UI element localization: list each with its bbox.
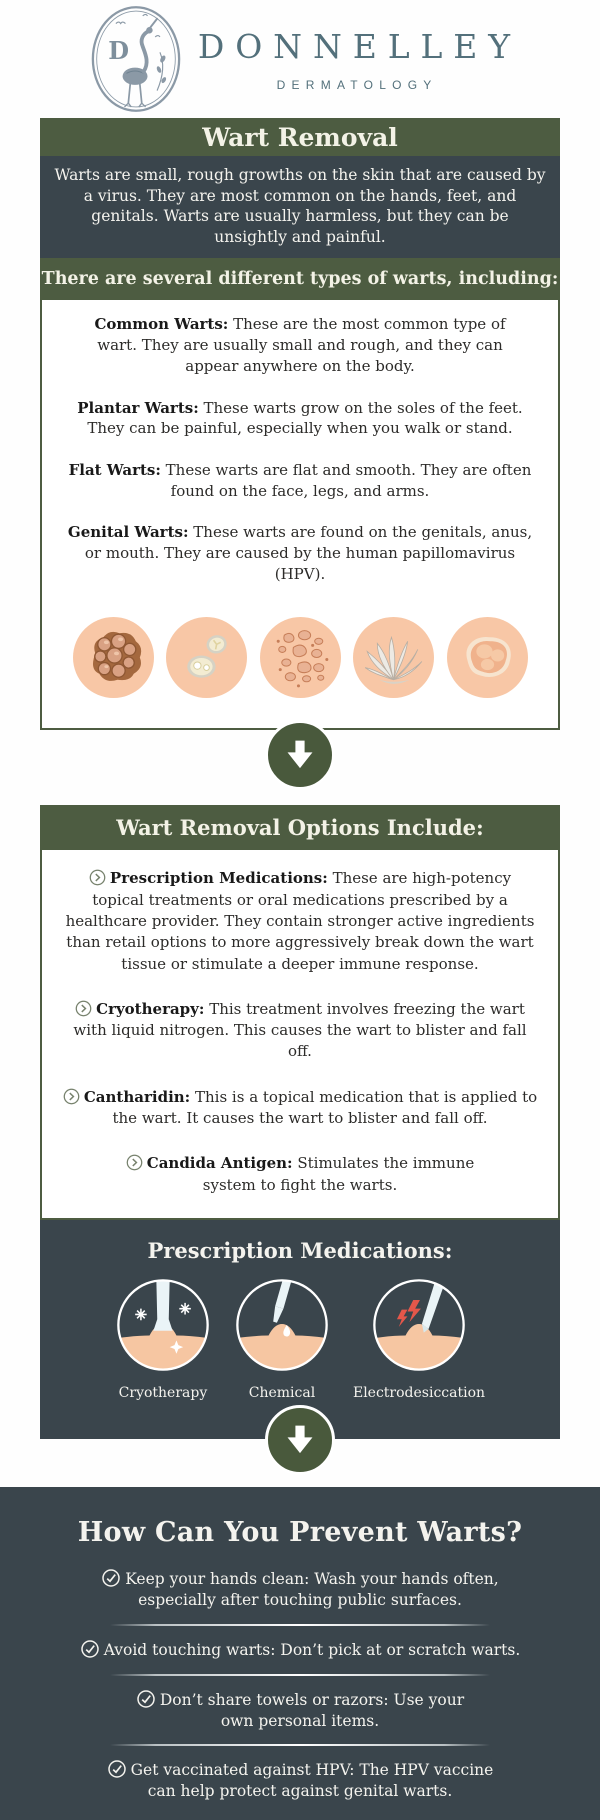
divider [110,1674,490,1676]
prevention-section [0,1487,600,1820]
type-item [73,398,528,439]
check-circle-icon [107,1759,127,1779]
prevention-item [90,1568,510,1611]
divider [110,1744,490,1746]
prevention-item-text: Get vaccinated against HPV: The HPV vaccine can help protect against genital warts. [130,1761,494,1801]
common-wart-icon [73,617,154,698]
brand-name: DONNELLEY [197,26,521,66]
logo-monogram: D [108,36,129,65]
check-circle-icon [136,1689,156,1709]
option-item-text: This is a topical medication that is applied to the wart. It causes the wart to blister and fall off. [112,1087,538,1127]
option-item [110,1153,490,1196]
brand-tagline: DERMATOLOGY [276,77,438,92]
prevention-item [95,1759,505,1802]
down-arrow-icon [265,1405,335,1475]
chevron-circle-icon [126,1154,143,1171]
cryotherapy-icon [115,1277,211,1373]
type-item-label: Common Warts: [94,315,229,334]
options-heading: Wart Removal Options Include: [116,815,484,841]
type-item [68,460,533,501]
plantar-wart-icon [166,617,247,698]
medication-label: Chemical [248,1384,316,1401]
down-arrow-icon [265,720,335,790]
mosaic-warts-icon [260,617,341,698]
intro-description: Warts are small, rough growths on the skin that are caused by a virus. They are most common on the hands, feet, and genitals. Warts are usually harmless, but they can be unsightly and painful. [54,166,546,246]
section-connector [40,1405,560,1475]
prevention-item [128,1689,473,1732]
prevention-heading: How Can You Prevent Warts? [77,1516,523,1548]
option-item-label: Cantharidin: [83,1087,191,1106]
type-item [73,314,528,376]
type-item-label: Plantar Warts: [77,398,199,417]
prevention-item-text: Don’t share towels or razors: Use your own personal items. [159,1690,465,1730]
type-item-label: Flat Warts: [68,460,161,479]
crane-logo [90,4,182,114]
type-item-text: These warts are flat and smooth. They are often found on the face, legs, and arms. [165,460,532,500]
page-title: Wart Removal [202,122,398,152]
option-item [60,1087,540,1130]
option-item-text: Stimulates the immune system to fight the warts. [202,1154,475,1194]
medication-figure [234,1277,330,1401]
option-item-text: This treatment involves freezing the wart with liquid nitrogen. This causes the wart to blister and fall off. [73,999,527,1061]
chevron-circle-icon [63,1088,80,1105]
section-connector [40,720,560,790]
option-item [63,868,538,974]
types-box [40,300,560,730]
types-heading: There are several different types of warts, including: [41,269,559,290]
brand-text [197,26,521,92]
option-item-label: Candida Antigen: [146,1154,293,1173]
intro-description-box [40,156,560,258]
check-circle-icon [80,1639,100,1659]
medication-figure [353,1277,485,1401]
type-item-label: Genital Warts: [67,523,189,542]
type-item-text: These are the most common type of wart. They are usually small and rough, and they can appear anywhere on the body. [97,315,506,375]
prevention-item-text: Keep your hands clean: Wash your hands often, especially after touching public surfaces. [125,1569,499,1609]
options-box [40,850,560,1220]
medication-label: Cryotherapy [118,1384,208,1401]
options-heading-bar [40,805,560,850]
electrodesiccation-icon [371,1277,467,1373]
divider [110,1624,490,1626]
medications-row [50,1277,550,1401]
wart-illustrations-row [54,605,546,728]
medication-figure [115,1277,211,1401]
smooth-wart-icon [447,617,528,698]
chevron-circle-icon [89,869,106,886]
option-item-text: These are high-potency topical treatments or oral medications prescribed by a healthcare provider. They contain stronger active ingredients than retail options to more aggressively break down the wart tissue or stimulate a deeper immune response. [65,869,535,973]
type-item-text: These warts are found on the genitals, anus, or mouth. They are caused by the human papillomavirus (HPV). [84,523,533,583]
type-item-text: These warts grow on the soles of the feet. They can be painful, especially when you walk or stand. [87,398,523,438]
chevron-circle-icon [75,1000,92,1017]
option-item-label: Prescription Medications: [109,869,328,888]
check-circle-icon [101,1568,121,1588]
brand-header [0,0,600,118]
option-item-label: Cryotherapy: [96,999,205,1018]
medications-heading: Prescription Medications: [147,1237,453,1263]
filiform-wart-icon [353,617,434,698]
intro-title-bar [40,118,560,156]
prevention-item [65,1639,535,1661]
medication-label: Electrodesiccation [352,1384,486,1401]
prevention-item-text: Avoid touching warts: Don’t pick at or scratch warts. [103,1640,521,1659]
chemical-icon [234,1277,330,1373]
option-item [65,999,535,1063]
types-heading-bar [40,258,560,300]
type-item [63,522,538,584]
